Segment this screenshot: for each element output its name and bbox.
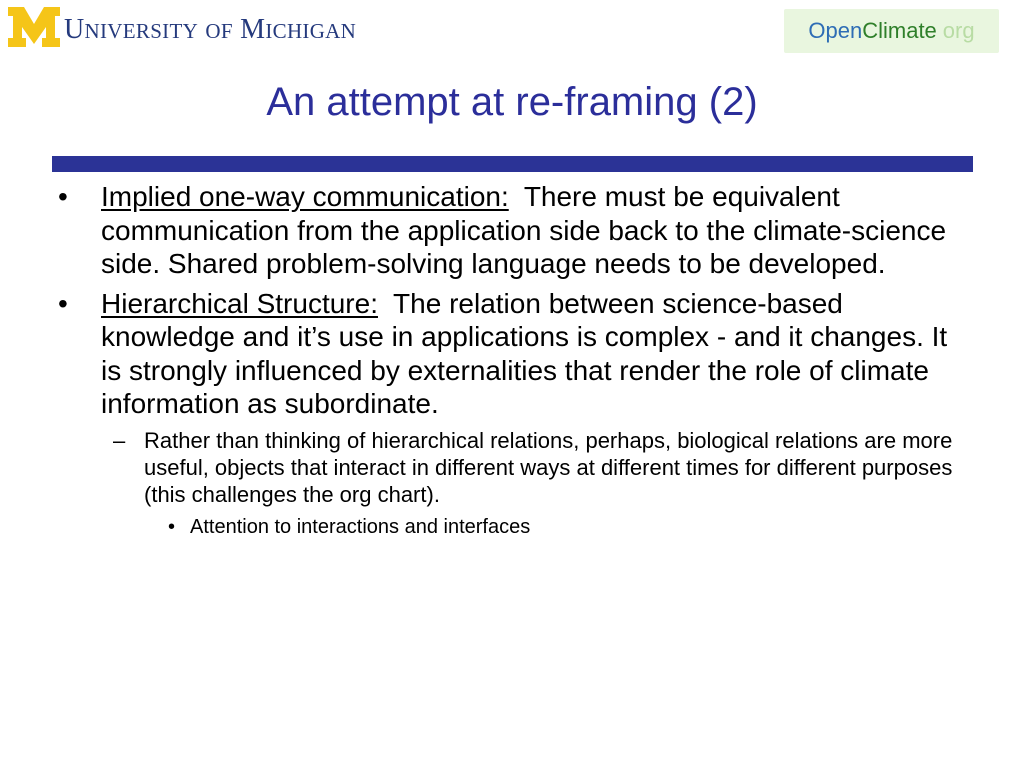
sub-sub-bullet-text: Attention to interactions and interfaces bbox=[190, 515, 531, 538]
wordmark-niversity: NIVERSITY bbox=[84, 19, 199, 43]
wordmark-u: U bbox=[64, 14, 85, 45]
sub-bullet-marker: – bbox=[113, 427, 126, 453]
sub-sub-bullet-item bbox=[58, 515, 968, 540]
bullet-heading: Hierarchical Structure: bbox=[101, 287, 378, 319]
wordmark-of: OF bbox=[205, 19, 233, 43]
badge-climate-text: Climate bbox=[862, 18, 937, 43]
sub-bullet-text: Rather than thinking of hierarchical relations, perhaps, biological relations are more useful, objects that interact in different ways at different times for different purposes (this challenges the org chart). bbox=[144, 427, 953, 507]
bullet-marker: • bbox=[58, 181, 68, 212]
slide-title: An attempt at re-framing (2) bbox=[266, 80, 758, 124]
bullet-item bbox=[58, 180, 968, 281]
bullet-item bbox=[58, 287, 968, 421]
bullet-heading: Implied one-way communication: bbox=[101, 181, 509, 212]
title-divider bbox=[52, 156, 973, 172]
bullet-text: The relation between science-based knowledge and it’s use in applications is complex - and it changes. It is strongly influenced by externalities that render the role of climate information as subordinate. bbox=[101, 287, 948, 419]
slide-body bbox=[58, 180, 968, 540]
wordmark-ichigan: ICHIGAN bbox=[265, 19, 357, 43]
university-wordmark bbox=[64, 14, 356, 46]
bullet-text: There must be equivalent communication from the application side back to the climate-science side. Shared problem-solving language needs to be developed. bbox=[101, 181, 947, 279]
block-m-icon bbox=[6, 4, 62, 50]
wordmark-m: M bbox=[240, 14, 266, 45]
sub-sub-bullet-marker: • bbox=[168, 515, 176, 538]
badge-org-text: org bbox=[942, 18, 975, 43]
badge-open-text: Open bbox=[808, 18, 863, 43]
openclimate-logo bbox=[784, 9, 999, 53]
university-logo bbox=[6, 4, 356, 54]
sub-bullet-item bbox=[58, 427, 968, 508]
bullet-marker: • bbox=[58, 287, 68, 319]
